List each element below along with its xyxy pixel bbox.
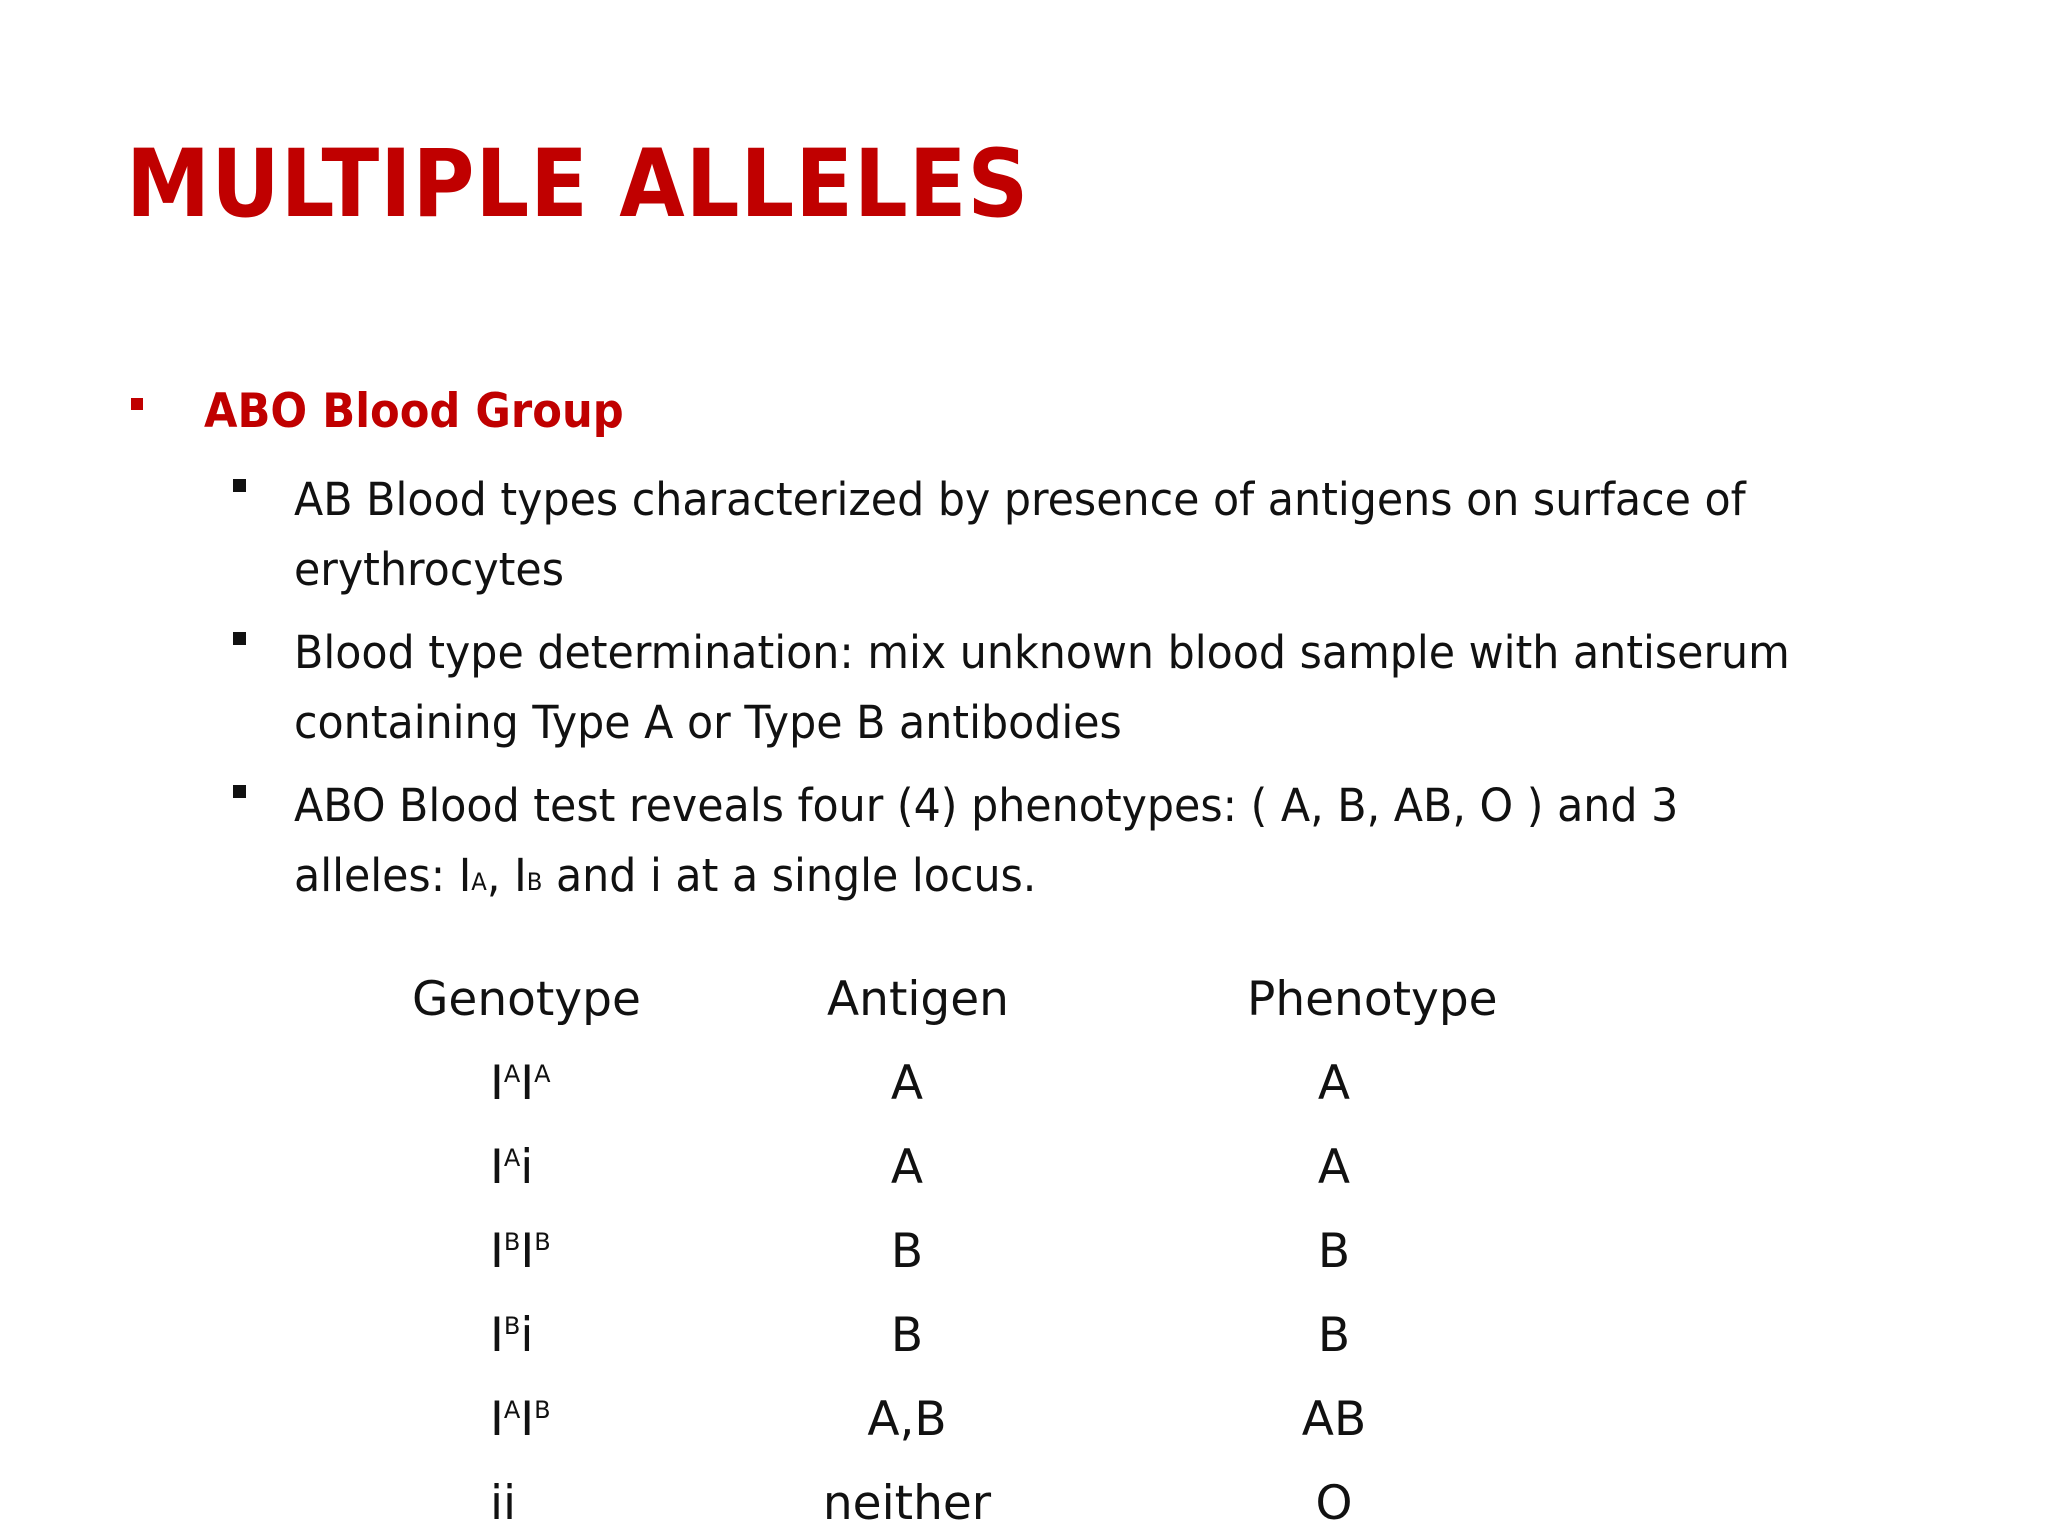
sub-bullet-line: [294, 841, 1795, 911]
genotype-superscript: B: [503, 1312, 521, 1340]
sub-bullet-antigens: [294, 465, 1795, 605]
genotype-base: I: [490, 1224, 504, 1279]
table-cell-antigen: A,B: [867, 1392, 947, 1447]
table-header-phenotype: Phenotype: [1247, 972, 1498, 1027]
sub-bullet-line: ABO Blood test reveals four (4) phenotypes: ( A, B, AB, O ) and 3: [294, 779, 1679, 832]
table-cell-antigen: B: [890, 1308, 924, 1363]
genotype-base: I: [520, 1056, 535, 1111]
sub-bullet-square-icon: [233, 479, 246, 492]
genotype-base: I: [490, 1308, 504, 1363]
text-fragment: alleles: I: [294, 849, 472, 902]
table-cell-antigen: A: [890, 1140, 924, 1195]
bullet-square-icon: [131, 398, 143, 410]
sub-bullet-square-icon: [233, 785, 246, 798]
table-cell-antigen: neither: [822, 1476, 992, 1531]
table-cell-phenotype: O: [1315, 1476, 1353, 1531]
table-cell-genotype: [490, 1140, 534, 1195]
table-cell-genotype: [490, 1476, 517, 1531]
sub-bullet-line: erythrocytes: [294, 543, 564, 596]
table-cell-genotype: [490, 1308, 534, 1363]
genotype-base: I: [520, 1224, 535, 1279]
genotype-base: I: [520, 1392, 535, 1447]
genotype-superscript: A: [503, 1060, 521, 1088]
genotype-superscript: A: [503, 1144, 521, 1172]
table-cell-genotype: [490, 1392, 551, 1447]
table-cell-antigen: B: [890, 1224, 924, 1279]
sub-bullet-blood-type-determination: [294, 618, 1795, 758]
genotype-superscript: B: [534, 1396, 551, 1424]
sub-bullet-line: Blood type determination: mix unknown blood sample with antiserum: [294, 626, 1790, 679]
genotype-superscript: A: [503, 1396, 521, 1424]
table-cell-antigen: A: [890, 1056, 924, 1111]
superscript: A: [471, 868, 487, 896]
genotype-base: ii: [490, 1476, 517, 1531]
table-cell-phenotype: B: [1317, 1308, 1351, 1363]
genotype-base: i: [520, 1308, 534, 1363]
genotype-superscript: B: [534, 1228, 551, 1256]
text-fragment: , I: [486, 849, 527, 902]
text-fragment: and i at a single locus.: [542, 849, 1037, 902]
table-cell-phenotype: A: [1317, 1056, 1351, 1111]
sub-bullet-line: AB Blood types characterized by presence of antigens on surface of: [294, 473, 1746, 526]
genotype-superscript: B: [503, 1228, 521, 1256]
table-cell-genotype: [490, 1224, 551, 1279]
genotype-base: i: [520, 1140, 534, 1195]
table-cell-phenotype: AB: [1301, 1392, 1367, 1447]
sub-bullet-abo-test: [294, 771, 1795, 911]
table-header-antigen: Antigen: [827, 972, 1009, 1027]
sub-bullet-square-icon: [233, 632, 246, 645]
table-cell-phenotype: B: [1317, 1224, 1351, 1279]
slide-title: MULTIPLE ALLELES: [126, 130, 1030, 239]
superscript: B: [526, 868, 543, 896]
table-cell-phenotype: A: [1317, 1140, 1351, 1195]
sub-bullet-line: containing Type A or Type B antibodies: [294, 696, 1122, 749]
genotype-base: I: [490, 1392, 504, 1447]
genotype-base: I: [490, 1140, 504, 1195]
genotype-base: I: [490, 1056, 504, 1111]
table-cell-genotype: [490, 1056, 551, 1111]
genotype-superscript: A: [534, 1060, 551, 1088]
bullet-abo-blood-group: ABO Blood Group: [204, 384, 624, 439]
table-header-genotype: Genotype: [412, 972, 641, 1027]
